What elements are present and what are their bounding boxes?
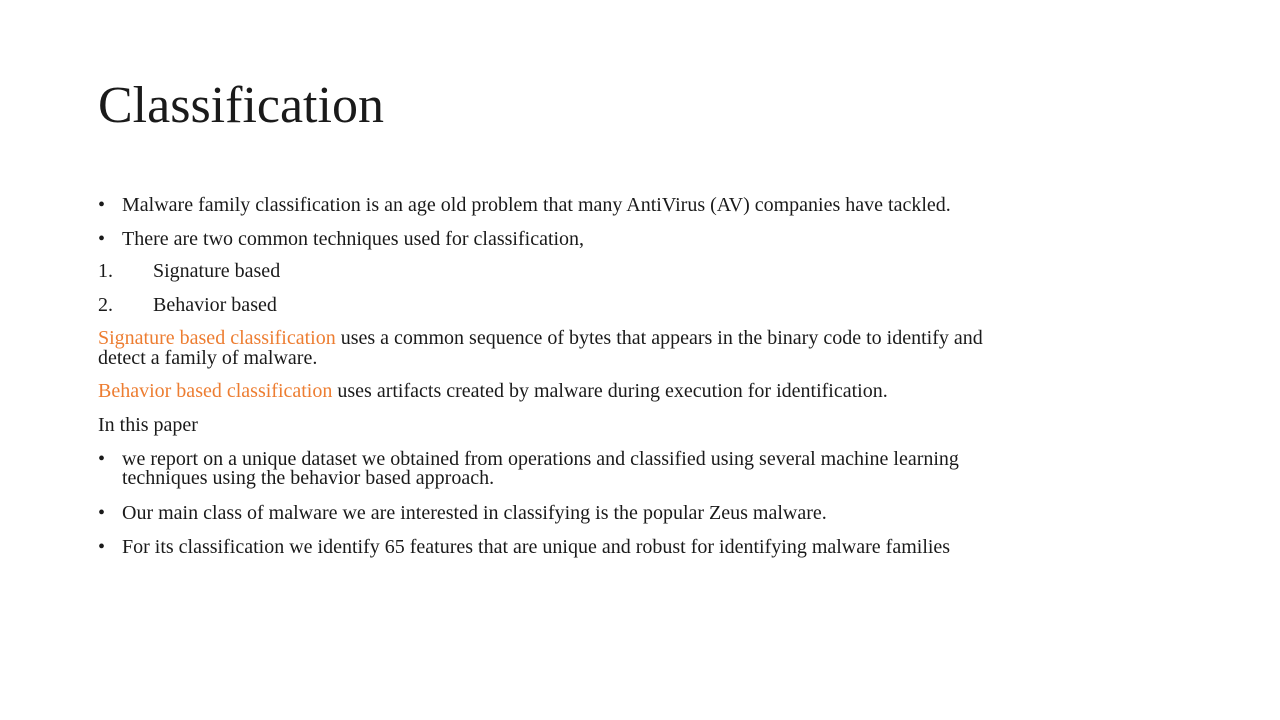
signature-paragraph-line1: [98, 327, 983, 349]
signature-highlight: Signature based classification: [98, 327, 336, 349]
bullet-glyph: •: [98, 194, 106, 216]
signature-rest: uses a common sequence of bytes that appears in the binary code to identify and: [335, 327, 983, 349]
behavior-paragraph: [98, 380, 888, 402]
item-number: 2.: [98, 294, 113, 316]
bullet-text: There are two common techniques used for classification,: [122, 228, 585, 250]
item-text: Signature based: [153, 260, 281, 282]
bullet-glyph: •: [98, 448, 106, 470]
signature-paragraph-line2: detect a family of malware.: [98, 347, 318, 369]
bullet-text: Malware family classification is an age old problem that many AntiVirus (AV) companies have tackled.: [122, 194, 951, 216]
behavior-rest: uses artifacts created by malware during execution for identification.: [332, 380, 888, 402]
intro-text: In this paper: [98, 414, 198, 436]
item-text: Behavior based: [153, 294, 277, 316]
bullet-text: For its classification we identify 65 features that are unique and robust for identifying malware families: [122, 536, 951, 558]
item-number: 1.: [98, 260, 113, 282]
bullet-text: techniques using the behavior based approach.: [122, 467, 495, 489]
behavior-highlight: Behavior based classification: [98, 380, 333, 402]
bullet-text: we report on a unique dataset we obtained from operations and classified using several machine learning: [122, 448, 959, 470]
bullet-text: Our main class of malware we are interested in classifying is the popular Zeus malware.: [122, 502, 827, 524]
bullet-glyph: •: [98, 228, 106, 250]
slide-title: Classification: [98, 77, 384, 134]
bullet-glyph: •: [98, 502, 106, 524]
bullet-glyph: •: [98, 536, 106, 558]
